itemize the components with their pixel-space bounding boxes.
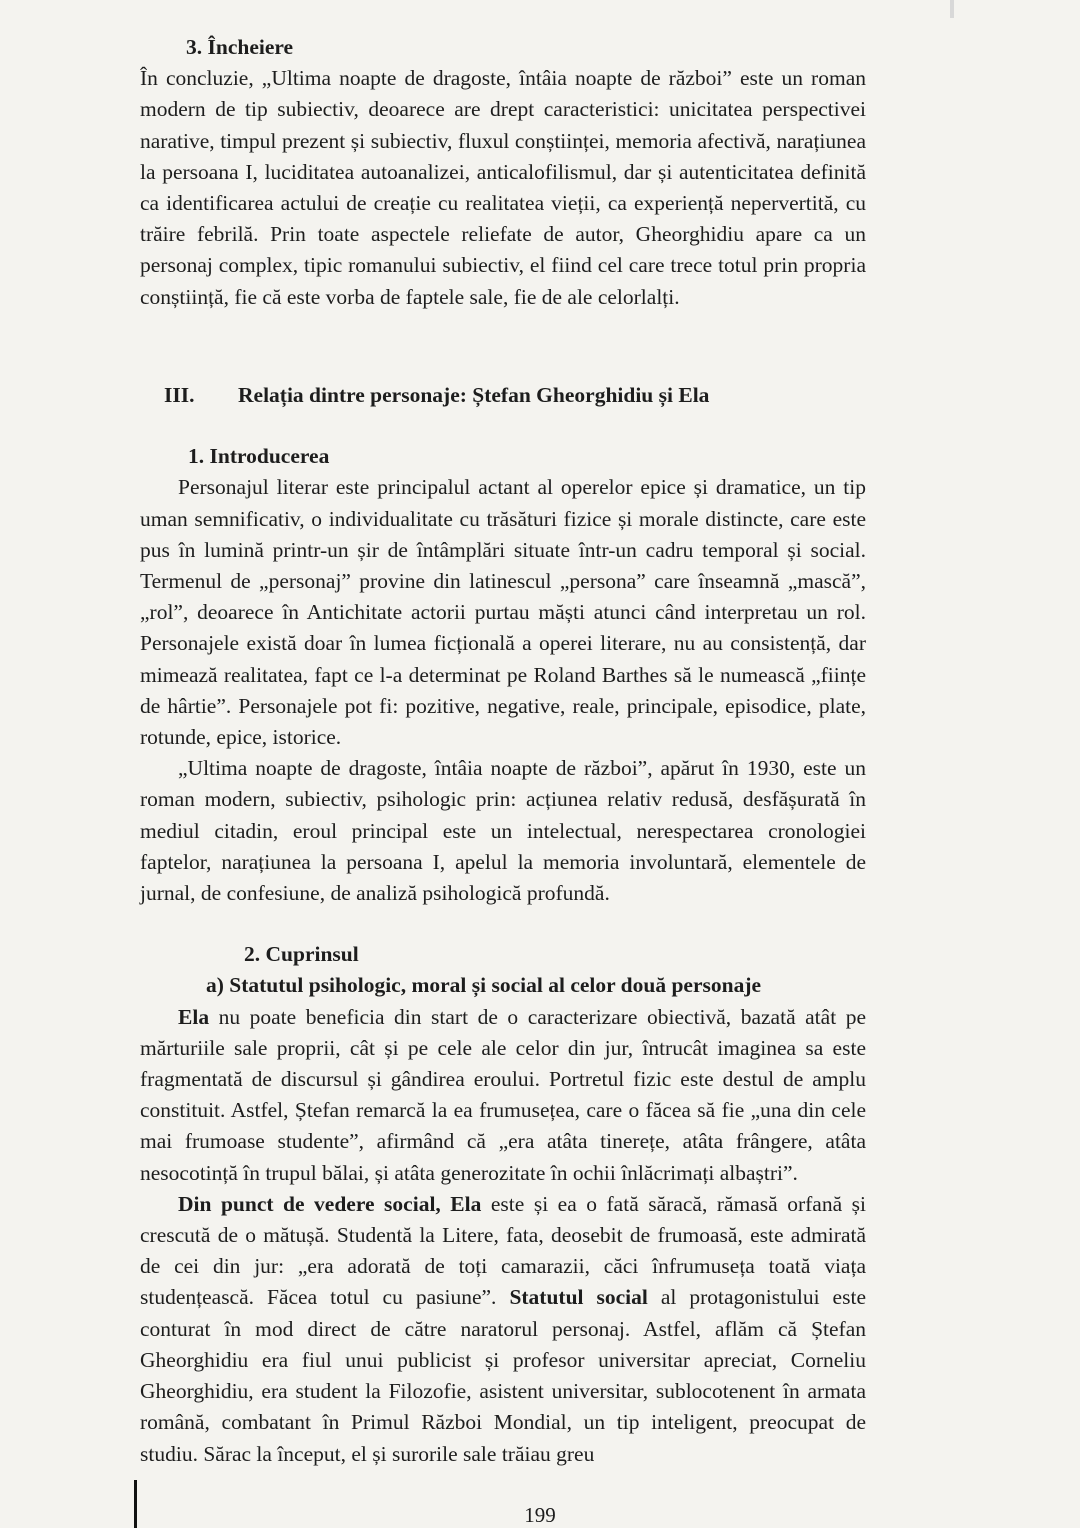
section-heading [140, 380, 866, 411]
social-lead: Din punct de vedere social, Ela [178, 1191, 482, 1216]
page-number: 199 [524, 1503, 556, 1527]
section-number: III. [164, 383, 195, 407]
intro-paragraph-1: Personajul literar este principalul actant al operelor epice și dramatice, un tip uman semnificativ, o individualitate cu trăsături fizice și morale distincte, care este pus în lumină printr-un șir de întâmplări situate într-un cadru temporal și social. Termenul de „personaj” provine din latinescul „persona” care înseamnă „mască”, „rol”, deoarece în Antichitate actorii purtau măști atunci când interpretau un rol. Personajele există doar în lumea ficțională a operei literare, nu au consistență, dar mimează realitatea, fapt ce l-a determinat pe Roland Barthes să le numească „ființe de hârtie”. Personajele pot fi: pozitive, negative, reale, principale, episodice, plate, rotunde, epice, istorice. [140, 475, 866, 750]
intro-paragraph-2: „Ultima noapte de dragoste, întâia noapte de război”, apărut în 1930, este un roman modern, subiectiv, psihologic prin: acțiunea relativ redusă, desfășurată în mediul citadin, eroul principal este un intelectual, nerespectarea cronologiei faptelor, narațiunea la persoana I, apelul la memoria involuntară, elementele de jurnal, de confesiune, de analiză psihologică profundă. [140, 756, 866, 906]
body-paragraph-2-text-b: al protagonistului este conturat în mod direct de către naratorul personaj. Astfel, aflăm că Ștefan Gheorghidiu era fiul unui publicist și profesor universitar apreciat, Corneliu Gheorghidiu, era student la Filozofie, asistent universitar, sublocotenent în armata română, combatant în Primul Război Mondial, un tip inteligent, preocupat de studiu. Sărac la început, el și surorile sale trăiau greu [140, 1285, 866, 1466]
conclusion-heading: 3. Încheiere [186, 35, 294, 59]
body-paragraph-1-text: nu poate beneficia din start de o caracterizare obiectivă, bazată atât pe mărturiile sale proprii, cât și pe cele ale celor din jur, întrucât imaginea sa este fragmentată de discursul și gândirea eroului. Portretul fizic este destul de amplu constituit. Astfel, Ștefan remarcă la ea frumusețea, care o făcea să fie „una din cele mai frumoase studente”, afirmând că „era atâta tinerețe, atâta frângere, atâta nesocotință în trupul bălai, și atâta generozitate în ochii înlăcrimați albaștri”. [140, 1004, 866, 1185]
conclusion-block [140, 32, 866, 313]
body-subheading: a) Statutul psihologic, moral și social al celor două personaje [206, 973, 762, 998]
body-paragraph-2 [140, 1189, 866, 1470]
section-iii [140, 380, 866, 1470]
scan-edge-mark [950, 0, 954, 18]
intro-heading: 1. Introducerea [188, 444, 330, 469]
body-paragraph-1 [140, 1002, 866, 1189]
body-heading: 2. Cuprinsul [244, 942, 359, 967]
ela-lead: Ela [178, 1004, 210, 1029]
section-title: Relația dintre personaje: Ștefan Gheorghidiu și Ela [238, 383, 710, 407]
social-status-bold: Statutul social [509, 1285, 648, 1310]
body-paragraph-2-text-a: este și ea o fată săracă, rămasă orfană și crescută de o mătușă. Studentă la Litere, fata, deosebit de frumoasă, este admirată de cei din jur: „era adorată de toți camarazii, căci înfrumuseța toată viața studențească. Făcea totul cu pasiune”. [140, 1191, 866, 1310]
conclusion-paragraph: În concluzie, „Ultima noapte de dragoste, întâia noapte de război” este un roman modern de tip subiectiv, deoarece are drept caracteristici: unicitatea perspectivei narative, timpul prezent și subiectiv, fluxul conștiinței, memoria afectivă, narațiunea la persoana I, luciditatea autoanalizei, anticalofilismul, dar și autenticitatea definită ca identificarea actului de creație cu realitatea vieții, ca experiență nepervertită, cu trăire febrilă. Prin toate aspectele reliefate de autor, Gheorghidiu apare ca un personaj complex, tipic romanului subiectiv, el fiind cel care trece totul prin propria conștiință, fie că este vorba de faptele sale, fie de ale celorlalți. [140, 66, 866, 309]
